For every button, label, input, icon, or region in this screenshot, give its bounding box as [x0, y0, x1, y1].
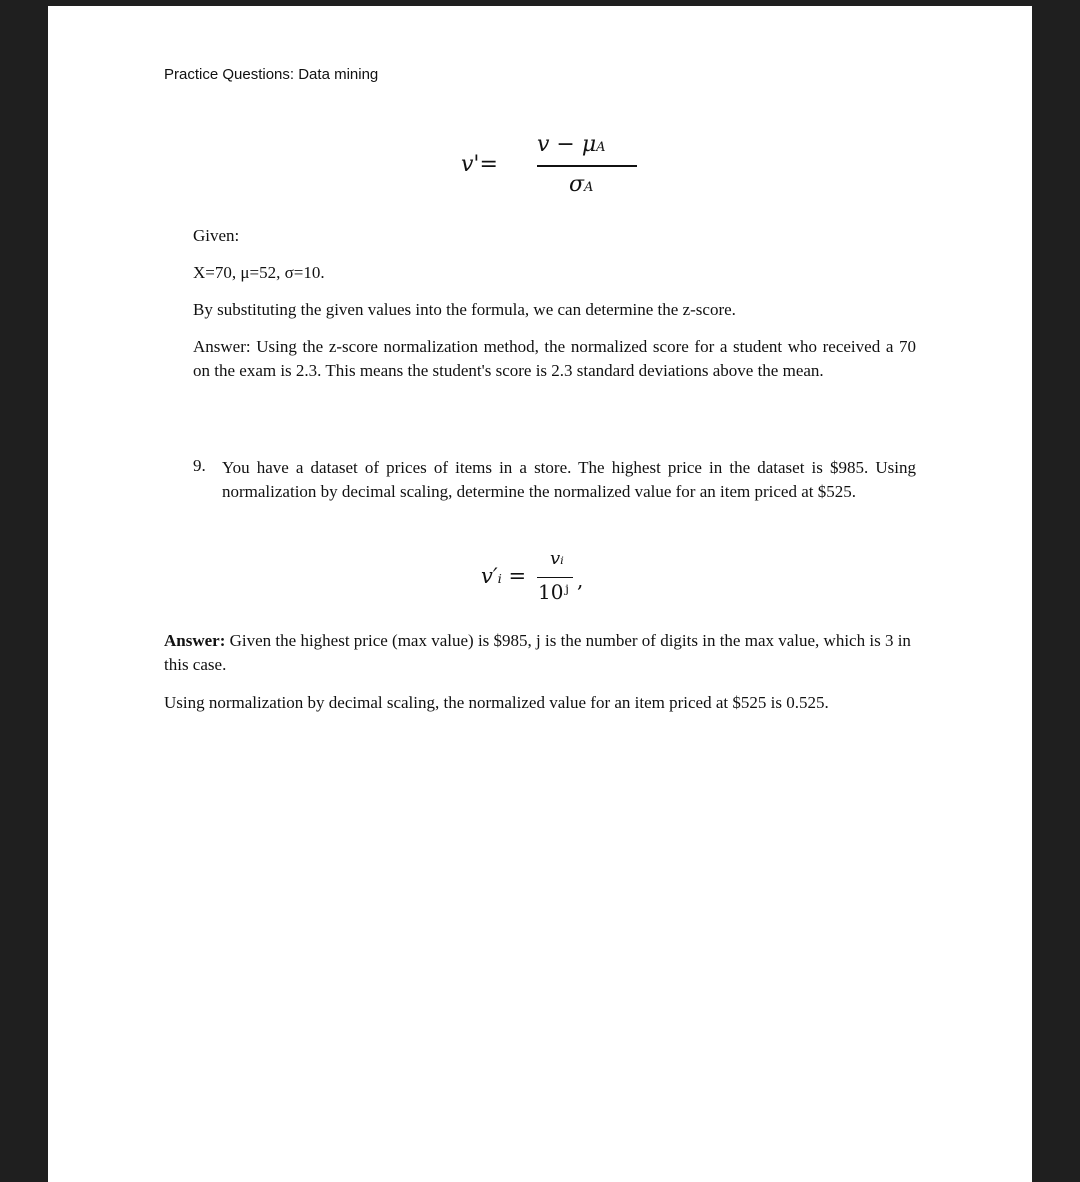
decimal-comma: , [577, 568, 584, 592]
decimal-denominator: 10ʲ [538, 580, 569, 604]
given-label: Given: [193, 226, 240, 245]
decimal-lhs: v′ᵢ = [481, 564, 527, 588]
zscore-formula [461, 130, 661, 210]
answer9-label: Answer: [164, 631, 226, 650]
question-number: 9. [193, 456, 206, 475]
zscore-numerator: v − μA [537, 132, 606, 157]
answer9-text: Given the highest price (max value) is $985, j is the number of digits in the max value, which is 3 in this case. [164, 631, 911, 674]
decimal-numerator: vᵢ [550, 548, 564, 569]
substitution-text: By substituting the given values into the formula, we can determine the z-score. [193, 300, 736, 319]
document-page [48, 6, 1032, 1182]
zscore-lhs: v'= [461, 152, 498, 177]
answer9-conclusion: Using normalization by decimal scaling, the normalized value for an item priced at $525 is 0.525. [164, 693, 829, 712]
zscore-answer: Answer: Using the z-score normalization method, the normalized score for a student who received a 70 on the exam is 2.3. This means the student's score is 2.3 standard deviations above the mean. [193, 337, 916, 380]
answer9-paragraph [164, 629, 916, 677]
zscore-denominator: σA [569, 172, 594, 197]
decimal-fraction-bar [537, 577, 573, 578]
question-text: You have a dataset of prices of items in a store. The highest price in the dataset is $985. Using normalization by decimal scaling, determine the normalized value for an item priced at $525. [222, 458, 916, 501]
page-header: Practice Questions: Data mining [164, 66, 379, 83]
decimal-scaling-formula [481, 544, 621, 614]
zscore-fraction-bar [537, 165, 637, 167]
given-values: X=70, μ=52, σ=10. [193, 263, 325, 282]
